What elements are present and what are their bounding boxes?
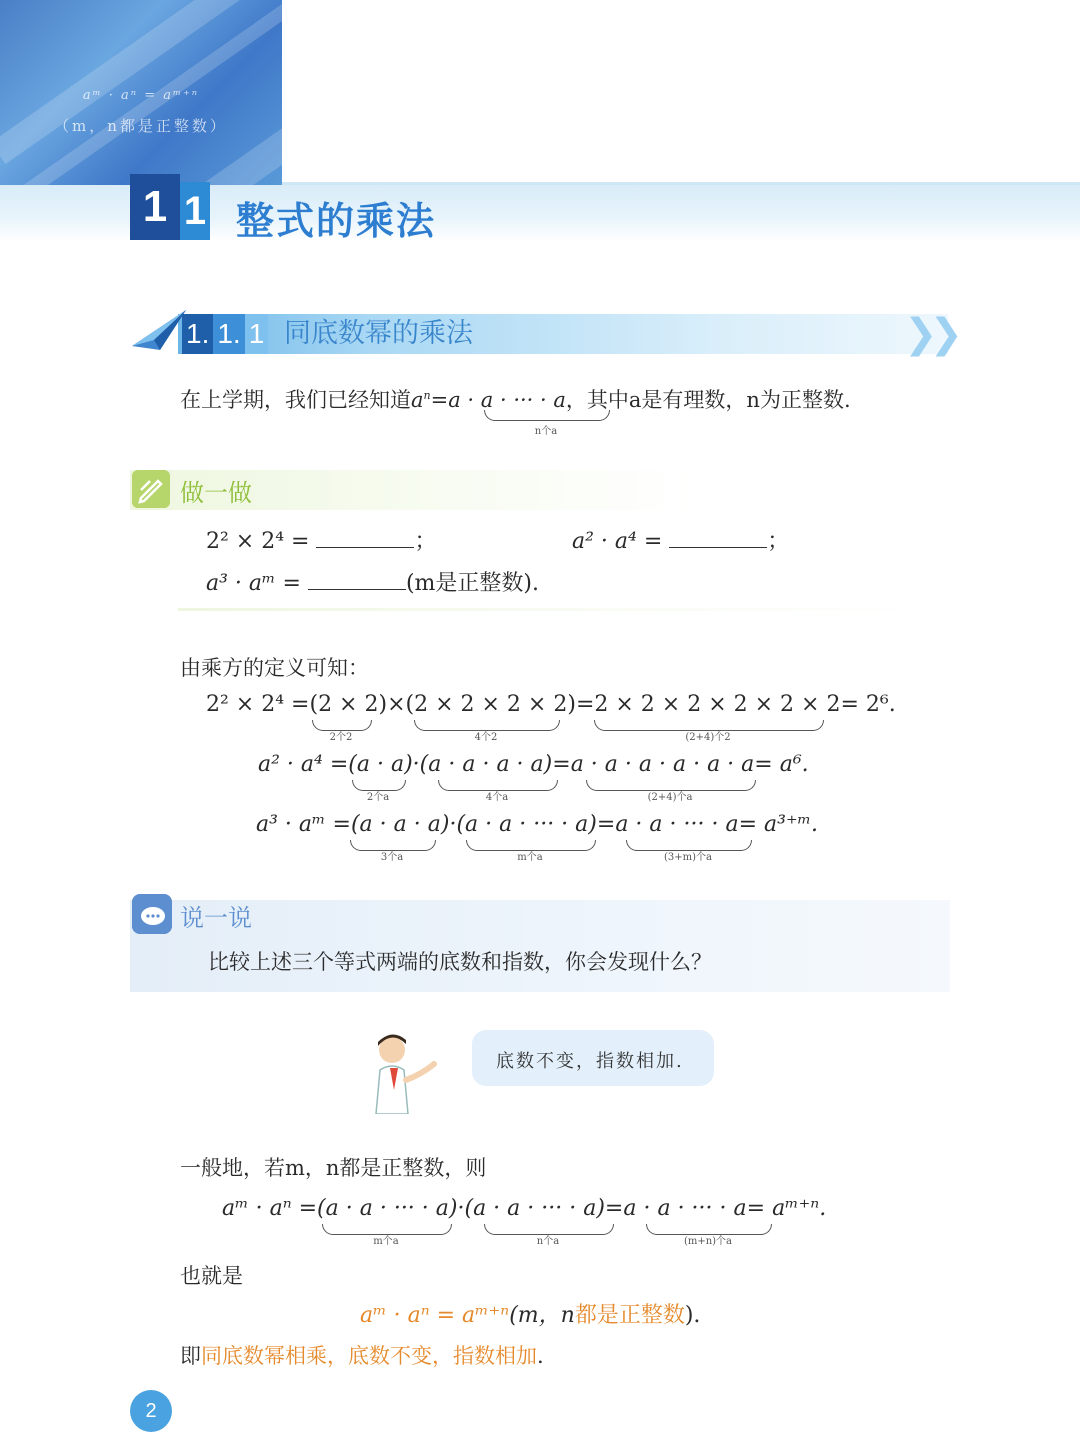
intro-expansion: a · a · ··· · a [448,388,566,412]
general-eq: = [604,1196,624,1221]
line1-brace-label-3: (2+4)个2 [685,732,731,743]
derivation-lead: 由乘方的定义可知： [180,656,369,680]
q1-end: ； [414,529,437,554]
general-brace-label-1: m个a [373,1236,399,1247]
intro-brace-label: n个a [534,426,558,437]
derivation-line-2 [258,752,809,777]
page-number: 2 [130,1390,172,1432]
line3-group-1: (a · a · a) [350,812,450,837]
do-it-separator [178,608,934,611]
general-group-3: a · a · ··· · a [623,1196,747,1221]
q3-expr: a³ · aᵐ = [206,571,301,596]
intro-brace [484,410,610,421]
line2-group-2: (a · a · a · a) [419,752,553,777]
conclusion-formula: aᵐ · aⁿ = aᵐ⁺ⁿ [360,1303,510,1328]
banner-condition: （m，n都是正整数） [54,117,228,135]
line1-lhs: 2² × 2⁴ = [206,692,310,717]
line3-brace-label-2: m个a [517,852,543,863]
line3-eq: = [596,812,616,837]
line3-lhs: a³ · aᵐ = [256,812,351,837]
pencil-icon [132,470,170,508]
line1-group-3: 2 × 2 × 2 × 2 × 2 × 2 [594,692,841,717]
line1-op: × [387,692,406,717]
line1-eq: = [575,692,595,717]
subsection-num-a: 1. [182,314,213,354]
q3-end: (m是正整数). [405,571,539,596]
conclusion-cond-colored: 都是正整数 [574,1303,685,1328]
derivation-line-3 [256,812,818,837]
do-it-q1 [206,524,437,555]
line1-group-2: (2 × 2 × 2 × 2) [405,692,576,717]
subsection-num-c: 1 [245,314,269,354]
rule-text: 同底数幂相乘，底数不变，指数相加 [201,1344,537,1368]
q3-blank[interactable] [308,571,406,590]
line1-brace-label-1: 2个2 [329,732,353,743]
chevron-right-icon: ❯❯ [904,311,956,357]
general-brace-label-2: n个a [536,1236,560,1247]
line3-brace-label-3: (3+m)个a [664,852,712,863]
general-group-2: (a · a · ··· · a) [464,1196,605,1221]
line2-op: · [412,752,420,777]
line2-group-1: (a · a) [348,752,413,777]
line2-brace-label-2: 4个a [485,792,509,803]
subsection-title: 同底数幂的乘法 [284,318,473,349]
intro-power: a [411,388,424,412]
section-title: 整式的乘法 [236,199,437,243]
derivation-line-1 [206,692,896,717]
line2-rhs: = a⁶. [754,752,809,777]
general-lhs: aᵐ · aⁿ = [222,1196,318,1221]
line2-eq: = [552,752,571,777]
do-it-q2 [572,524,789,555]
speech-bubble-text: 底数不变，指数相加. [496,1051,684,1072]
conclusion-cond-post: ). [684,1303,701,1328]
conclusion-formula-line [360,1298,700,1329]
line3-group-2: (a · a · ··· · a) [456,812,597,837]
line1-group-1: (2 × 2) [309,692,388,717]
line3-group-3: a · a · ··· · a [615,812,739,837]
rule-line [180,1340,544,1370]
q2-expr: a² · a⁴ = [572,529,663,554]
section-number-minor: 1 [180,182,210,240]
conclusion-cond-pre: (m，n [509,1303,575,1328]
general-op: · [457,1196,465,1221]
line2-brace-label-3: (2+4)个a [647,792,693,803]
line3-brace-label-1: 3个a [380,852,404,863]
intro-after: ，其中a是有理数，n为正整数. [565,388,851,412]
student-illustration [362,1030,446,1114]
subsection-num-b: 1. [213,314,244,354]
line2-group-3: a · a · a · a · a · a [570,752,755,777]
intro-before: 在上学期，我们已经知道 [180,388,411,412]
section-number [130,174,210,240]
q1-expr: 2² × 2⁴ = [206,529,310,554]
intro-equals: = [430,388,449,412]
do-it-q3 [206,566,539,597]
line2-brace-label-1: 2个a [366,792,390,803]
q2-blank[interactable] [669,529,767,548]
intro-exp: n [423,389,431,402]
say-it-title: 说一说 [180,904,252,932]
conclusion-lead: 也就是 [180,1264,243,1288]
rule-pre: 即 [180,1344,201,1368]
banner-formula: aᵐ · aⁿ = aᵐ⁺ⁿ [82,88,200,103]
line3-rhs: = a³⁺ᵐ. [738,812,819,837]
line3-op: · [449,812,457,837]
general-rhs: = aᵐ⁺ⁿ. [746,1196,827,1221]
line1-rhs: = 2⁶. [840,692,896,717]
general-group-1: (a · a · ··· · a) [317,1196,458,1221]
do-it-title: 做一做 [180,479,252,507]
q1-blank[interactable] [316,529,414,548]
line2-lhs: a² · a⁴ = [258,752,349,777]
line1-brace-label-2: 4个2 [474,732,498,743]
speech-bubble-icon [132,894,172,934]
general-brace-label-3: (m+n)个a [683,1236,733,1247]
subsection-number [182,314,268,354]
q2-end: ； [767,529,790,554]
general-formula [222,1196,826,1221]
say-it-question: 比较上述三个等式两端的底数和指数，你会发现什么？ [208,950,712,974]
section-number-major: 1 [130,174,180,240]
rule-post: . [537,1344,544,1368]
paper-plane-icon [130,306,190,354]
general-lead: 一般地，若m，n都是正整数，则 [180,1156,487,1180]
